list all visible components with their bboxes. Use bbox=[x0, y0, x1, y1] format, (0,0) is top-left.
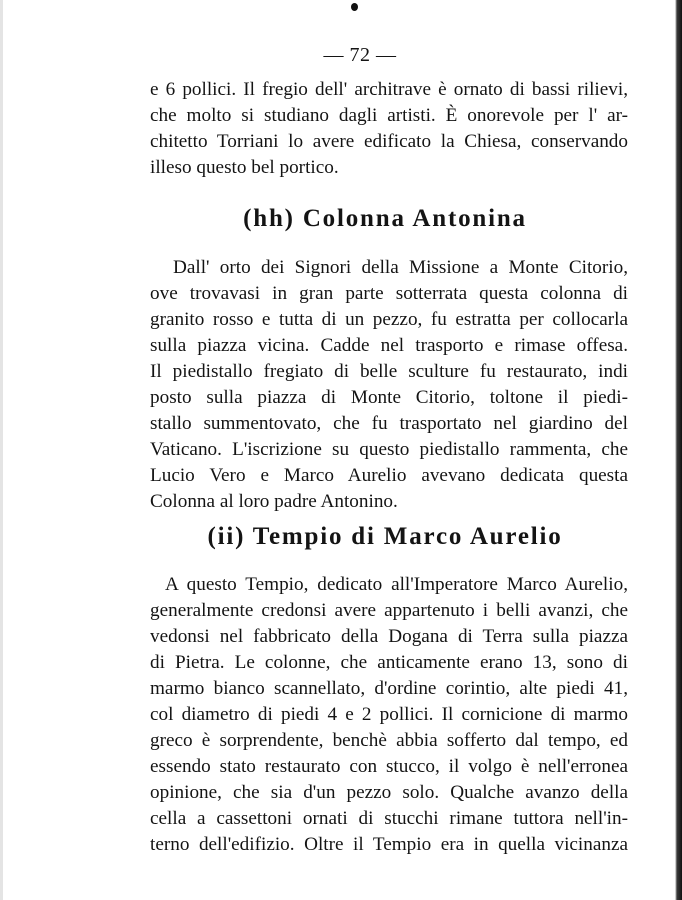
section-line: vedonsi nel fabbricato della Dogana di Terra sulla piazza bbox=[150, 626, 628, 647]
section-line: Colonna al loro padre Antonino. bbox=[150, 491, 398, 512]
section-heading-colonna-antonina: (hh) Colonna Antonina bbox=[243, 205, 527, 232]
section-line: Il piedistallo fregiato di belle sculture fu restaurato, indi bbox=[150, 361, 628, 382]
section-line: A questo Tempio, dedicato all'Imperatore Marco Aurelio, bbox=[165, 574, 628, 595]
section-line: Dall' orto dei Signori della Missione a Monte Citorio, bbox=[173, 257, 628, 278]
page-right-edge-shadow bbox=[675, 0, 682, 900]
section-line: stallo summentovato, che fu trasportato nel giardino del bbox=[150, 413, 628, 434]
section-line: sulla piazza vicina. Cadde nel trasporto e rimase offesa. bbox=[150, 335, 628, 356]
ink-dot bbox=[351, 3, 358, 11]
section-line: marmo bianco scannellato, d'ordine corintio, alte piedi 41, bbox=[150, 678, 628, 699]
page-number: — 72 — bbox=[323, 44, 397, 66]
section-line: terno dell'edifizio. Oltre il Tempio era in quella vicinanza bbox=[150, 834, 628, 855]
section-line: generalmente credonsi avere appartenuto i belli avanzi, che bbox=[150, 600, 628, 621]
section-line: ove trovavasi in gran parte sotterrata questa colonna di bbox=[150, 283, 628, 304]
page-left-edge bbox=[0, 0, 3, 900]
intro-line: chitetto Torriani lo avere edificato la Chiesa, conservando bbox=[150, 131, 628, 152]
intro-line: illeso questo bel portico. bbox=[150, 157, 339, 178]
section-heading-tempio-marco-aurelio: (ii) Tempio di Marco Aurelio bbox=[207, 523, 563, 550]
section-line: granito rosso e tutta di un pezzo, fu estratta per collocarla bbox=[150, 309, 628, 330]
section-line: cella a cassettoni ornati di stucchi rimane tuttora nell'in- bbox=[150, 808, 628, 829]
section-line: greco è sorprendente, benchè abbia sofferto dal tempo, ed bbox=[150, 730, 628, 751]
intro-line: e 6 pollici. Il fregio dell' architrave è ornato di bassi rilievi, bbox=[150, 79, 628, 100]
section-line: Lucio Vero e Marco Aurelio avevano dedicata questa bbox=[150, 465, 628, 486]
section-line: Vaticano. L'iscrizione su questo piedistallo rammenta, che bbox=[150, 439, 628, 460]
section-line: posto sulla piazza di Monte Citorio, toltone il piedi- bbox=[150, 387, 628, 408]
section-line: opinione, che sia d'un pezzo solo. Qualche avanzo della bbox=[150, 782, 628, 803]
intro-line: che molto si studiano dagli artisti. È onorevole per l' ar- bbox=[150, 105, 628, 126]
section-line: essendo stato restaurato con stucco, il volgo è nell'erronea bbox=[150, 756, 628, 777]
section-line: di Pietra. Le colonne, che anticamente erano 13, sono di bbox=[150, 652, 628, 673]
section-line: col diametro di piedi 4 e 2 pollici. Il cornicione di marmo bbox=[150, 704, 628, 725]
